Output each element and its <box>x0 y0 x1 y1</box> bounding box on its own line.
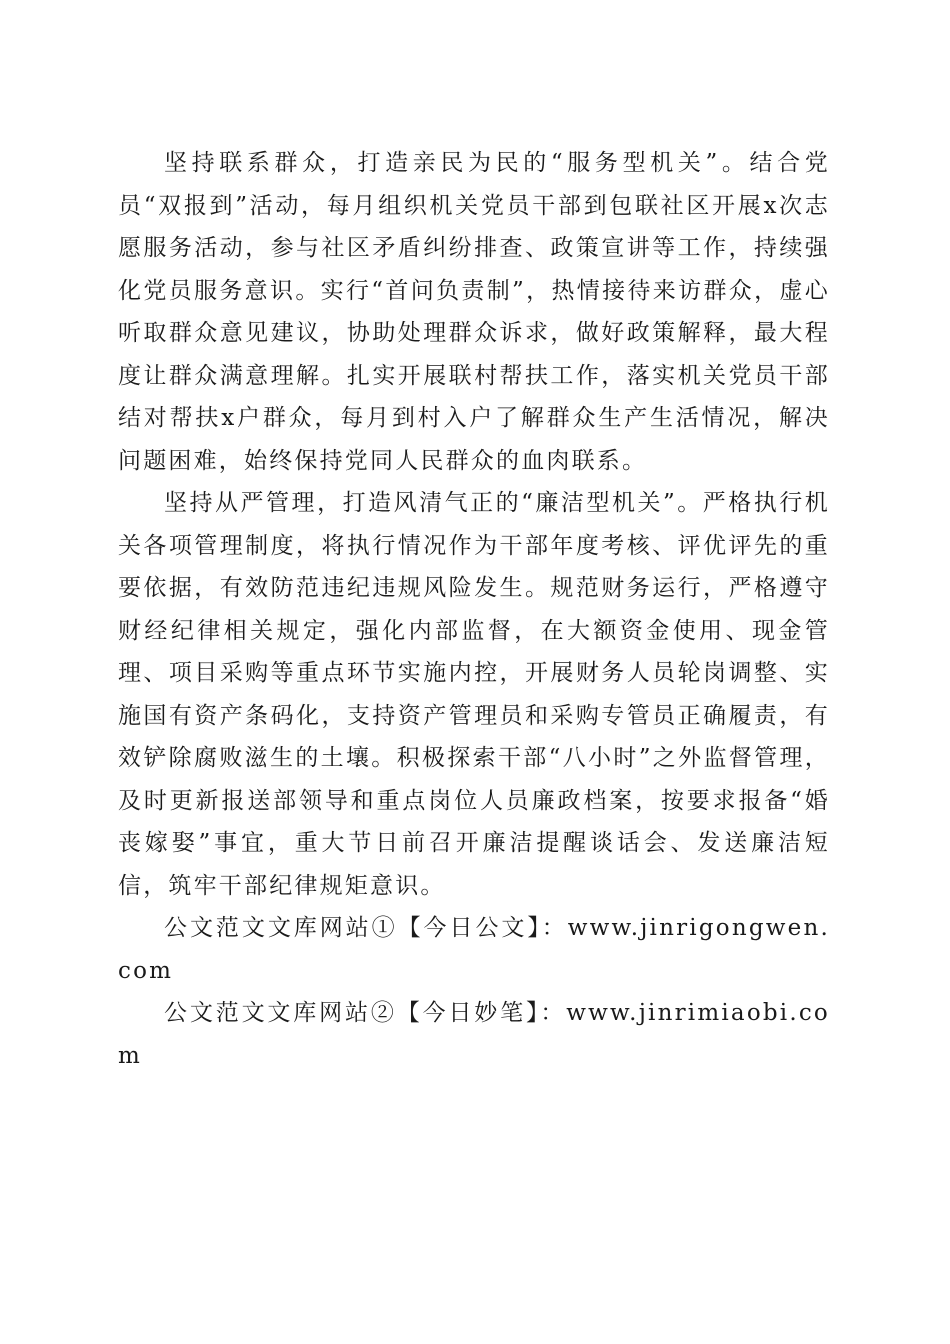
document-body <box>118 142 830 1077</box>
paragraph-clean-organ: 坚持从严管理，打造风清气正的“廉洁型机关”。严格执行机关各项管理制度，将执行情况作为干部年度考核、评优评先的重要依据，有效防范违纪违规风险发生。规范财务运行，严格遵守财经纪律相关规定，强化内部监督，在大额资金使用、现金管理、项目采购等重点环节实施内控，开展财务人员轮岗调整、实施国有资产条码化，支持资产管理员和采购专管员正确履责，有效铲除腐败滋生的土壤。积极探索干部“八小时”之外监督管理，及时更新报送部领导和重点岗位人员廉政档案，按要求报备“婚丧嫁娶”事宜，重大节日前召开廉洁提醒谈话会、发送廉洁短信，筑牢干部纪律规矩意识。 <box>118 490 830 899</box>
footer-link-jinrigongwen: 公文范文文库网站①【今日公文】：www.jinrigongwen.com <box>118 915 830 984</box>
paragraph-service-organ: 坚持联系群众，打造亲民为民的“服务型机关”。结合党员“双报到”活动，每月组织机关党员干部到包联社区开展x次志愿服务活动，参与社区矛盾纠纷排查、政策宣讲等工作，持续强化党员服务意识。实行“首问负责制”，热情接待来访群众，虚心听取群众意见建议，协助处理群众诉求，做好政策解释，最大程度让群众满意理解。扎实开展联村帮扶工作，落实机关党员干部结对帮扶x户群众，每月到村入户了解群众生产生活情况，解决问题困难，始终保持党同人民群众的血肉联系。 <box>118 150 830 474</box>
footer-link-jinrimiaobi: 公文范文文库网站②【今日妙笔】：www.jinrimiaobi.com <box>118 1000 830 1069</box>
